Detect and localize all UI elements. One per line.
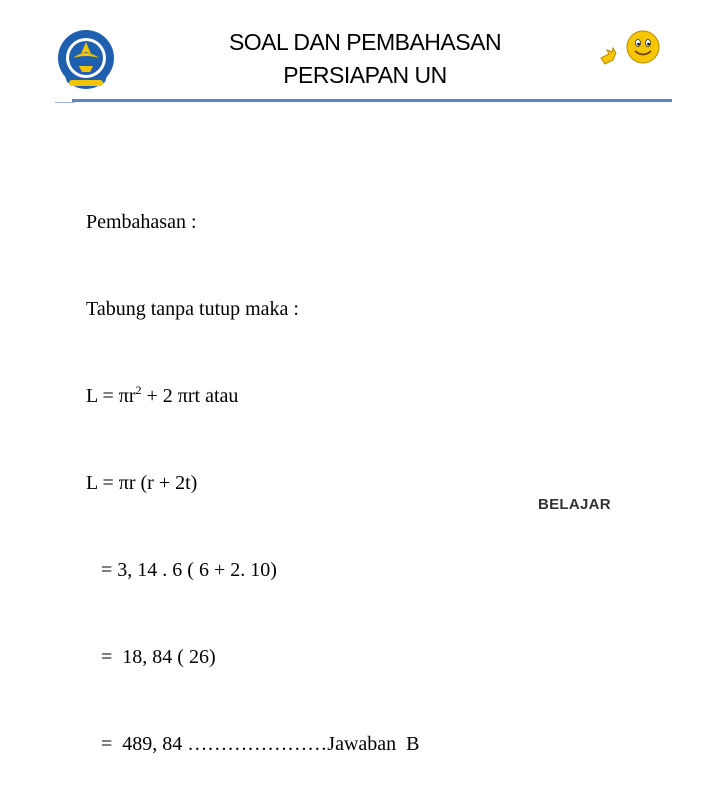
- exponent: 2: [135, 383, 142, 397]
- formula-part: L = πr: [86, 385, 136, 407]
- calculation-line: = 18, 84 ( 26): [86, 646, 216, 668]
- title-line-2: PERSIAPAN UN: [283, 62, 447, 88]
- solution-line: Tabung tanpa tutup maka :: [86, 298, 299, 320]
- header-rule-shadow: [55, 102, 75, 103]
- page-title: [150, 26, 580, 92]
- calculation-line: = 3, 14 . 6 ( 6 + 2. 10): [86, 559, 277, 581]
- answer-line: = 489, 84 …………………Jawaban B: [86, 733, 420, 755]
- formula-line: [86, 382, 419, 411]
- formula-line: L = πr (r + 2t): [86, 472, 198, 494]
- header-divider: [72, 99, 672, 102]
- formula-part: + 2 πrt atau: [141, 385, 239, 407]
- waving-smiley-icon: [595, 30, 665, 75]
- title-line-1: SOAL DAN PEMBAHASAN: [228, 29, 502, 55]
- tut-wuri-handayani-logo-icon: [55, 28, 117, 94]
- solution-line: Pembahasan :: [86, 211, 197, 233]
- brand-label: BELAJAR: [538, 496, 611, 513]
- solution-text: [86, 150, 419, 788]
